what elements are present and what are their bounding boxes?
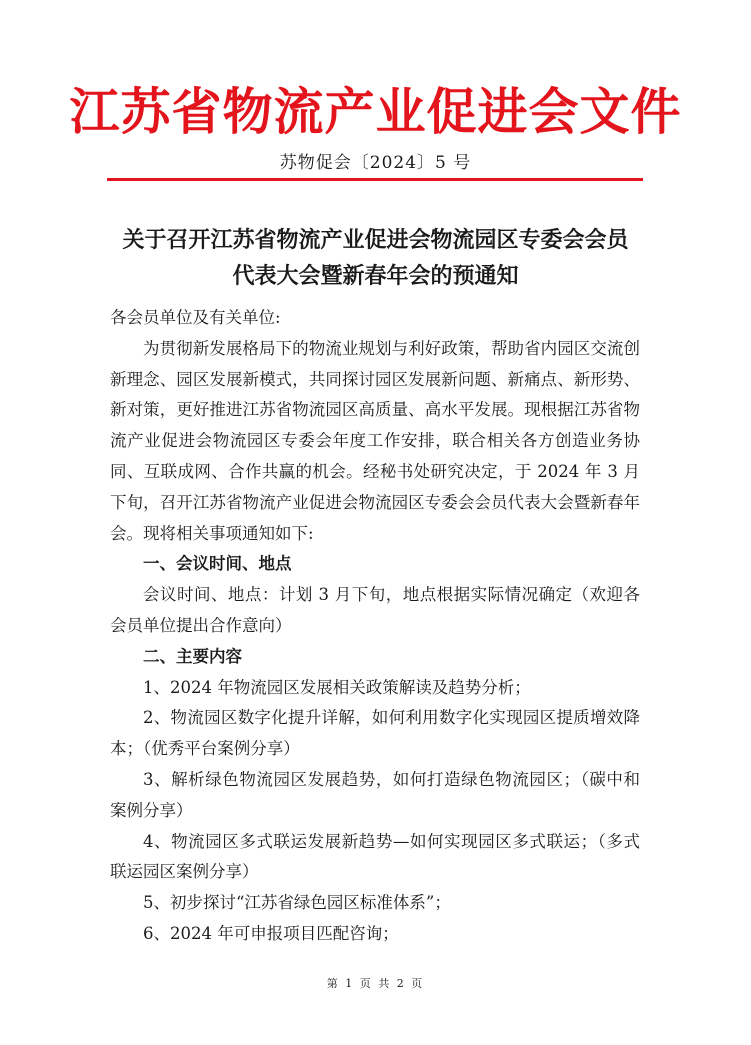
list-item: 3、解析绿色物流园区发展趋势，如何打造绿色物流园区；（碳中和案例分享） (110, 769, 640, 820)
time-location-paragraph: 会议时间、地点：计划 3 月下旬，地点根据实际情况确定（欢迎各会员单位提出合作意向） (110, 585, 640, 635)
section-heading-main-content: 二、主要内容 (143, 646, 242, 666)
document-header-title: 江苏省物流产业促进会文件 (69, 82, 682, 141)
notice-body (110, 303, 640, 950)
list-item: 4、物流园区多式联运发展新趋势—如何实现园区多式联运；（多式联运园区案例分享） (110, 831, 640, 882)
header-divider (107, 178, 643, 181)
intro-paragraph: 为贯彻新发展格局下的物流业规划与利好政策，帮助省内园区交流创新理念、园区发展新模式，共同探讨园区发展新问题、新痛点、新形势、新对策，更好推进江苏省物流园区高质量、高水平发展。现根据江苏省物流产业促进会物流园区专委会年度工作安排，联合相关各方创造业务协同、互联成网、合作共赢的机会。经秘书处研究决定，于 2024 年 3 月下旬，召开江苏省物流产业促进会物流园区专委会会员代表大会暨新春年会。现将相关事项通知如下: (110, 338, 640, 543)
page-footer: 第 1 页 共 2 页 (326, 977, 425, 990)
list-item: 1、2024 年物流园区发展相关政策解读及趋势分析； (143, 677, 531, 697)
notice-title-line-2: 代表大会暨新春年会的预通知 (232, 263, 519, 289)
notice-title (100, 222, 651, 294)
salutation: 各会员单位及有关单位: (110, 308, 281, 327)
list-item: 5、初步探讨“江苏省绿色园区标准体系”； (143, 893, 451, 913)
notice-title-line-1: 关于召开江苏省物流产业促进会物流园区专委会会员 (122, 227, 629, 253)
section-heading-time-location: 一、会议时间、地点 (143, 554, 292, 574)
list-item: 6、2024 年可申报项目匹配咨询； (143, 923, 399, 943)
document-number: 苏物促会〔2024〕5 号 (279, 153, 472, 173)
list-item: 2、物流园区数字化提升详解，如何利用数字化实现园区提质增效降本；（优秀平台案例分享） (110, 708, 640, 759)
